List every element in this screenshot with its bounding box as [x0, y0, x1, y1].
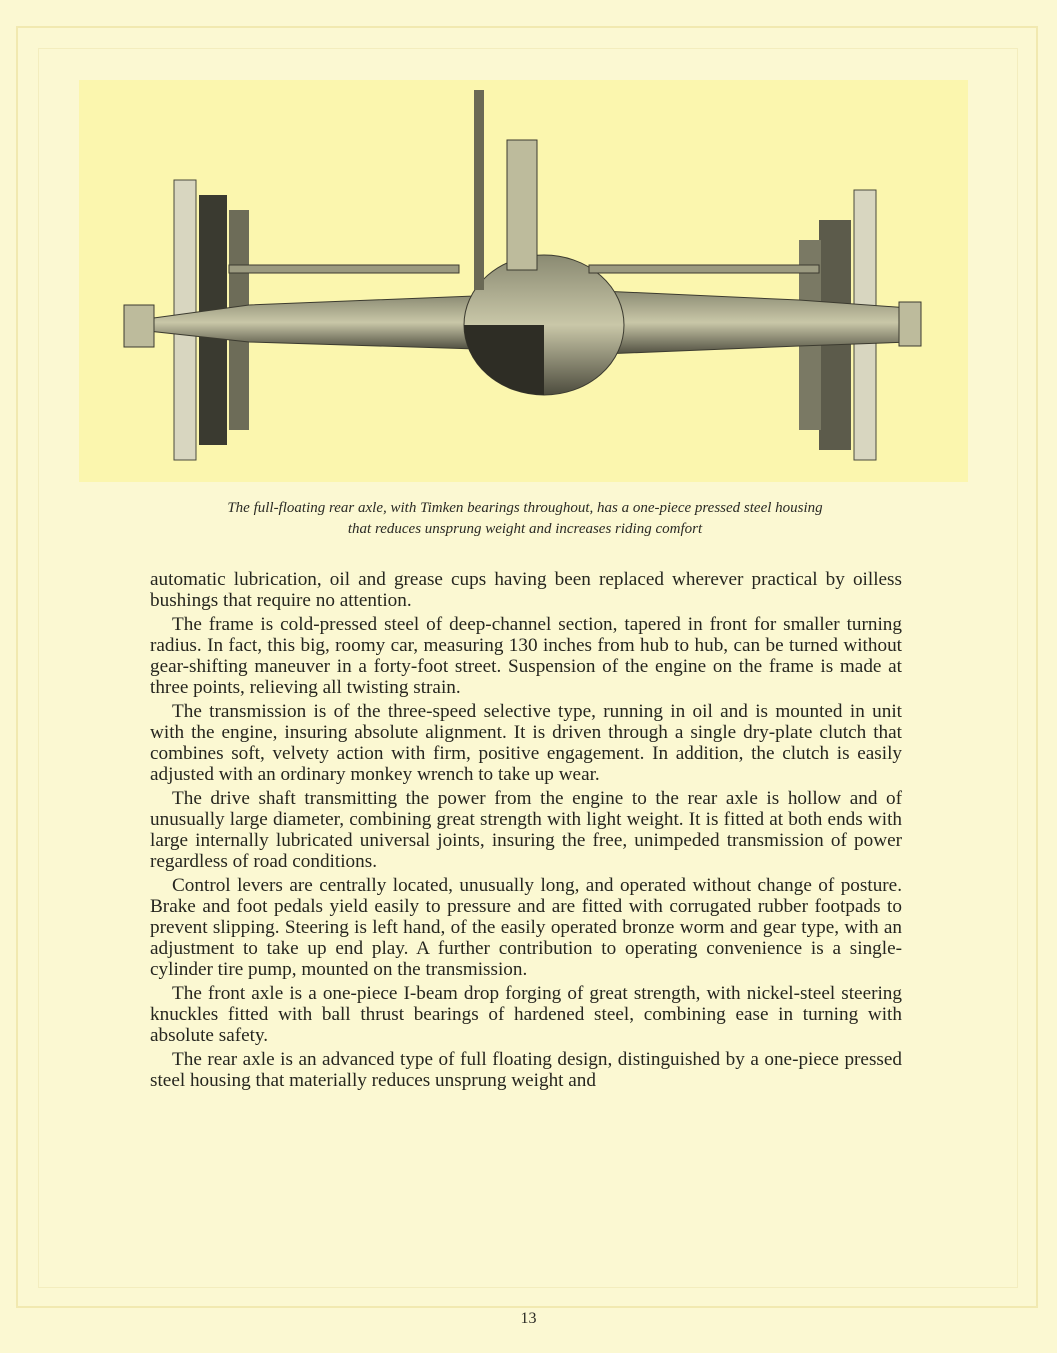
figure-caption [140, 498, 910, 540]
paragraph: automatic lubrication, oil and grease cups having been replaced wherever practical by oilless bushings that require no attention. [150, 569, 902, 611]
paragraph: The drive shaft transmitting the power from the engine to the rear axle is hollow and of unusually large diameter, combining great strength with light weight. It is fitted at both ends with large internally lubricated universal joints, insuring the free, unimpeded transmission of power regardless of road conditions. [150, 788, 902, 872]
page-number: 13 [520, 1310, 537, 1327]
paragraph: The front axle is a one-piece I-beam drop forging of great strength, with nickel-steel steering knuckles fitted with ball thrust bearings of hardened steel, combining ease in turning with absolute safety. [150, 983, 902, 1046]
body-text [150, 569, 902, 1094]
caption-line: that reduces unsprung weight and increases riding comfort [347, 521, 703, 537]
caption-line: The full-floating rear axle, with Timken bearings throughout, has a one-piece pressed steel housing [227, 500, 823, 516]
paragraph: The frame is cold-pressed steel of deep-channel section, tapered in front for smaller turning radius. In fact, this big, roomy car, measuring 130 inches from hub to hub, can be turned without gear-shifting maneuver in a forty-foot street. Suspension of the engine on the frame is made at three points, relieving all twisting strain. [150, 614, 902, 698]
paragraph: The rear axle is an advanced type of full floating design, distinguished by a one-piece pressed steel housing that materially reduces unsprung weight and [150, 1049, 902, 1091]
rear-axle-illustration [79, 80, 968, 482]
paragraph: Control levers are centrally located, unusually long, and operated without change of posture. Brake and foot pedals yield easily to pressure and are fitted with corrugated rubber footpads to prevent slipping. Steering is left hand, of the easily operated bronze worm and gear type, with an adjustment to take up end play. A further contribution to operating convenience is a single-cylinder tire pump, mounted on the transmission. [150, 875, 902, 980]
rear-axle-drawing [79, 80, 968, 482]
paragraph: The transmission is of the three-speed selective type, running in oil and is mounted in unit with the engine, insuring absolute alignment. It is driven through a single dry-plate clutch that combines soft, velvety action with firm, positive engagement. In addition, the clutch is easily adjusted with an ordinary monkey wrench to take up wear. [150, 701, 902, 785]
